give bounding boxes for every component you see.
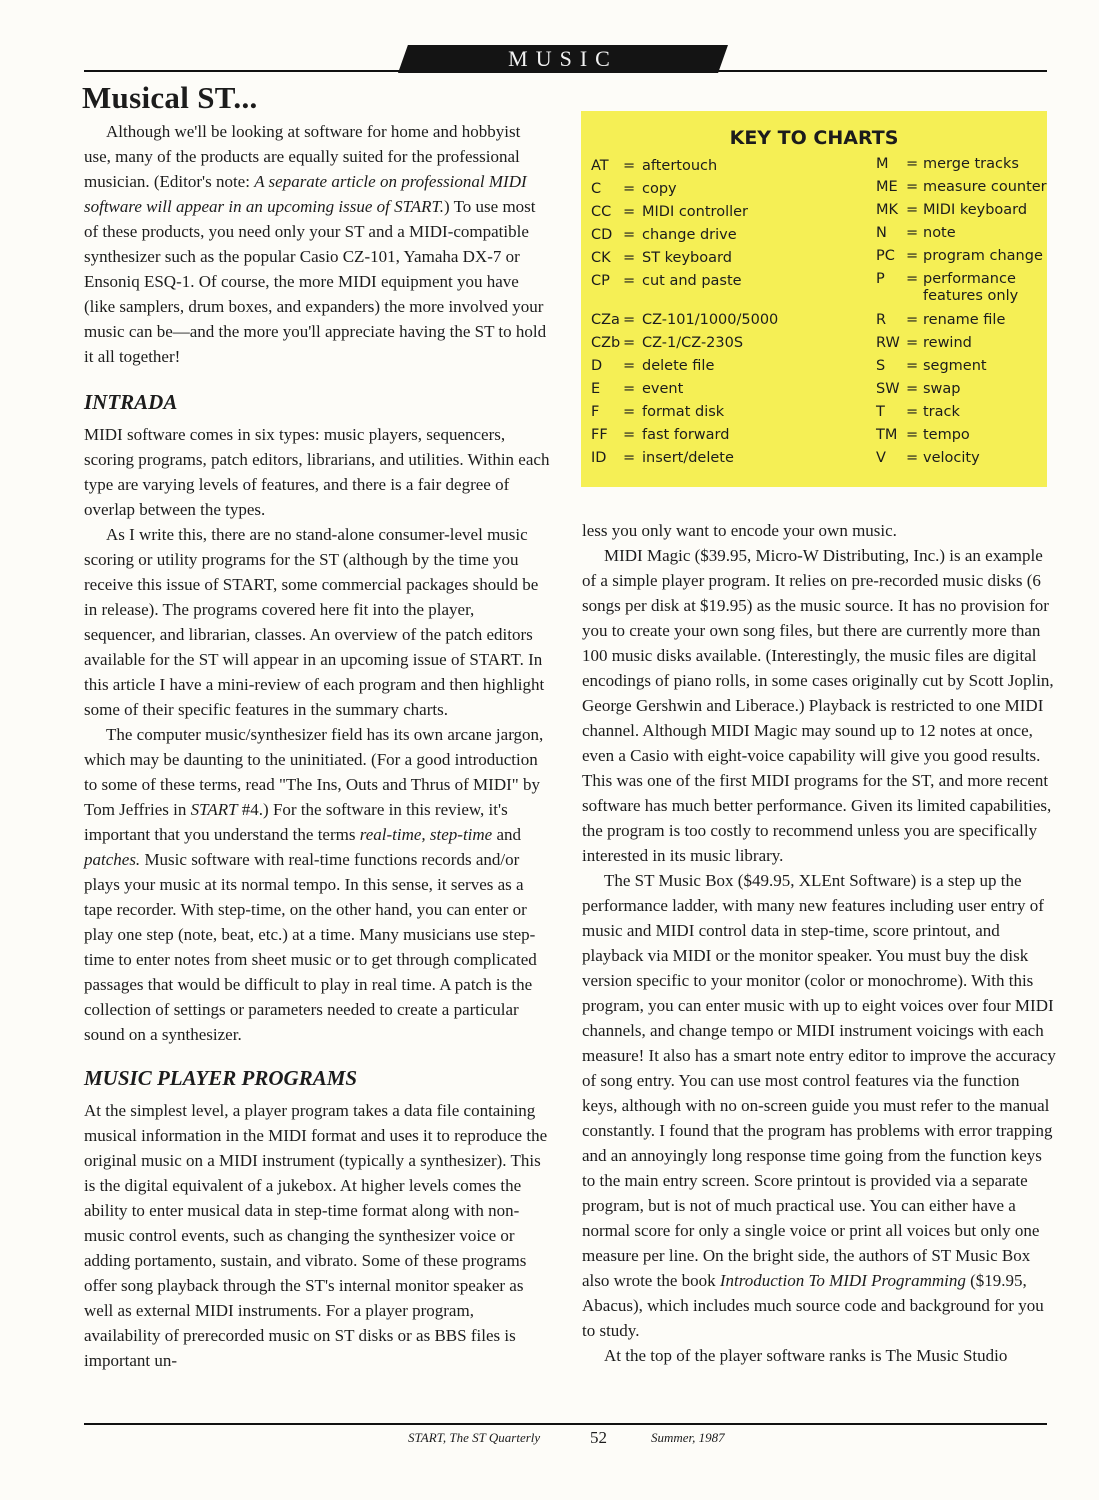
key-description: performance features only [923,271,1019,304]
key-equals: = [906,358,919,374]
text-run: MIDI software comes in six types: music players, sequencers, scoring programs, patch editors, librarians, and utilities. Within each type are varying levels of features, and there is a fair degree of overlap between the types. [84,425,550,519]
key-equals: = [623,404,636,420]
key-abbreviation: P [876,271,885,287]
key-abbreviation: ME [876,179,898,195]
key-abbreviation: V [876,450,886,466]
text-run: As I write this, there are no stand-alone consumer-level music scoring or utility programs for the ST (although by the time you receive this issue of START, some commercial packages should be in release). The programs covered here fit into the player, sequencer, and librarian, classes. An overview of the patch editors available for the ST will appear in an upcoming issue of START. In this article I have a mini-review of each program and then highlight some of their specific features in the summary charts. [84,525,545,719]
key-equals: = [906,450,919,466]
key-description: MIDI controller [642,204,749,220]
key-equals: = [906,202,919,218]
key-abbreviation: T [876,404,885,420]
key-equals: = [906,312,919,328]
text-run: ) To use most of these products, you need only your ST and a MIDI-compatible synthesizer such as the popular Casio CZ-101, Yamaha DX-7 or Ensoniq ESQ-1. Of course, the more MIDI equipment you have (like samplers, drum boxes, and expanders) the more involved your music can be—and the more you'll appreciate having the ST to hold it all together! [84,197,547,366]
key-description: fast forward [642,427,730,443]
key-abbreviation: RW [876,335,900,351]
key-abbreviation: CD [591,227,613,243]
italic-run: Introduction To MIDI Programming [719,1271,966,1290]
italic-run: A separate article on professional MIDI software will appear in an upcoming issue of START. [84,172,527,216]
italic-run: patches. [84,850,141,869]
key-abbreviation: R [876,312,887,328]
key-abbreviation: D [591,358,603,374]
key-description: segment [923,358,987,374]
key-description: rename file [923,312,1006,328]
key-abbreviation: F [591,404,600,420]
midi-magic-paragraph [582,543,1056,868]
key-abbreviation: CZa [591,312,620,328]
key-equals: = [623,250,636,266]
key-equals: = [906,381,919,397]
key-abbreviation: FF [591,427,608,443]
footer-issue: Summer, 1987 [651,1430,725,1445]
key-equals: = [906,156,919,172]
key-equals: = [906,404,919,420]
player-paragraph-1 [84,1098,550,1373]
key-equals: = [906,427,919,443]
continued-paragraph [582,518,1056,543]
intro-paragraph [84,119,550,369]
key-equals: = [623,181,636,197]
key-abbreviation: CZb [591,335,621,351]
key-abbreviation: C [591,181,602,197]
key-description: change drive [642,227,737,243]
footer-rule [84,1423,1047,1425]
intrada-heading: INTRADA [84,390,178,414]
key-description: cut and paste [642,273,742,289]
key-description: copy [642,181,677,197]
key-abbreviation: SW [876,381,900,397]
section-label: MUSIC [508,46,618,71]
key-abbreviation: AT [591,158,609,174]
text-run: Music software with real-time functions records and/or plays your music at its normal tempo. In this sense, it serves as a tape recorder. With step-time, on the other hand, you can enter or play one step (note, beat, etc.) at a time. Many musicians use step-time to enter notes from sheet music or to get through complicated passages that would be difficult to play in real time. A patch is the collection of settings or parameters needed to create a particular sound on a synthesizer. [84,850,537,1044]
italic-run: START [190,800,238,819]
key-description: aftertouch [642,158,718,174]
music-box-paragraph [582,868,1056,1343]
intrada-paragraph-3 [84,722,550,1047]
text-run: At the top of the player software ranks is The Music Studio [604,1346,1008,1365]
key-equals: = [623,427,636,443]
key-description: delete file [642,358,715,374]
key-equals: = [623,158,636,174]
key-equals: = [906,248,919,264]
key-abbreviation: N [876,225,887,241]
key-description: merge tracks [923,156,1019,172]
text-run: ($19.95, Abacus), which includes much source code and background for you to study. [582,1271,1044,1340]
page-number: 52 [590,1428,607,1447]
key-description: velocity [923,450,980,466]
key-abbreviation: M [876,156,889,172]
intrada-paragraph-1 [84,422,550,522]
key-to-charts-box [581,111,1047,487]
text-run: The ST Music Box ($49.95, XLEnt Software) is a step up the performance ladder, with many new features including user entry of music and MIDI control data in step-time, score printout, and playback via MIDI or the monitor speaker. You must buy the disk version specific to your monitor (color or monochrome). With this program, you can enter music with up to eight voices over four MIDI channels, and change tempo or MIDI instrument voicings with each measure! It also has a smart note entry editor to improve the accuracy of song entry. You can use most control features via the function keys, although with no on-screen guide you must refer to the manual constantly. I found that the program has problems with error trapping and an annoyingly long response time going from the function keys to the main entry screen. Score printout is provided via a separate program, but is not of much practical use. You can either have a normal score for only a single voice or print all voices but only one measure per line. On the bright side, the authors of ST Music Box also wrote the book [582,871,1056,1290]
key-abbreviation: CP [591,273,610,289]
text-run: Although we'll be looking at software for home and hobbyist use, many of the products are equally suited for the professional musician. (Editor's note: [84,122,521,191]
key-equals: = [623,358,636,374]
key-equals: = [623,450,636,466]
music-studio-paragraph [582,1343,1056,1368]
key-description: MIDI keyboard [923,202,1028,218]
text-run: and [492,825,522,844]
key-abbreviation: MK [876,202,899,218]
key-equals: = [906,271,919,287]
key-equals: = [623,227,636,243]
key-description: swap [923,381,961,397]
key-description: CZ-1/CZ-230S [642,335,744,351]
key-equals: = [906,225,919,241]
left-column [84,119,550,1373]
key-description: rewind [923,335,972,351]
key-equals: = [623,381,636,397]
key-description: insert/delete [642,450,734,466]
key-description: measure counter [923,179,1047,195]
key-equals: = [623,204,636,220]
text-run: The computer music/synthesizer field has its own arcane jargon, which may be daunting to the uninitiated. (For a good introduction to some of these terms, read "The Ins, Outs and Thrus of MIDI" by Tom Jeffries in [84,725,544,819]
key-equals: = [906,335,919,351]
text-run: MIDI Magic ($39.95, Micro-W Distributing, Inc.) is an example of a simple player program. It relies on pre-recorded music disks (6 songs per disk at $19.95) as the music source. It has no provision for you to create your own song files, but there are currently more than 100 music disks available. (Interestingly, the music files are digital encodings of piano rolls, in some cases originally cut by Scott Joplin, George Gershwin and Liberace.) Playback is restricted to one MIDI channel. Although MIDI Magic may sound up to 12 notes at once, even a Casio with eight-voice capability will give you good results. This was one of the first MIDI programs for the ST, and more recent software has much better performance. Given its limited capabilities, the program is too costly to recommend unless you are specifically interested in its music library. [582,546,1054,865]
key-description: program change [923,248,1043,264]
article-title: Musical ST... [82,80,258,115]
key-description: format disk [642,404,725,420]
text-run: At the simplest level, a player program takes a data file containing musical information in the MIDI format and uses it to reproduce the original music on a MIDI instrument (typically a synthesizer). This is the digital equivalent of a jukebox. At higher levels comes the ability to enter musical data in step-time format along with non-music control events, such as changing the synthesizer voice or adding portamento, sustain, and vibrato. Some of these programs offer song playback through the ST's internal monitor speaker as well as external MIDI instruments. For a player program, availability of prerecorded music on ST disks or as BBS files is important un- [84,1101,548,1370]
key-description: tempo [923,427,970,443]
key-abbreviation: S [876,358,886,374]
key-abbreviation: ID [591,450,607,466]
key-abbreviation: CK [591,250,611,266]
key-equals: = [623,312,636,328]
key-abbreviation: CC [591,204,612,220]
italic-run: real-time, step-time [359,825,493,844]
key-abbreviation: PC [876,248,895,264]
key-description: CZ-101/1000/5000 [642,312,779,328]
key-abbreviation: E [591,381,601,397]
key-equals: = [623,273,636,289]
key-description: track [923,404,960,420]
text-run: #4.) For the software in this review, it's important that you understand the terms [84,800,508,844]
key-description: note [923,225,956,241]
key-description: event [642,381,684,397]
key-title: KEY TO CHARTS [729,127,899,149]
footer-magazine: START, The ST Quarterly [408,1430,541,1445]
right-column [582,518,1056,1368]
key-abbreviation: TM [876,427,898,443]
intrada-paragraph-2 [84,522,550,722]
text-run: less you only want to encode your own music. [582,521,897,540]
player-programs-heading: MUSIC PLAYER PROGRAMS [84,1066,358,1090]
key-equals: = [623,335,636,351]
key-description: ST keyboard [642,250,732,266]
key-equals: = [906,179,919,195]
